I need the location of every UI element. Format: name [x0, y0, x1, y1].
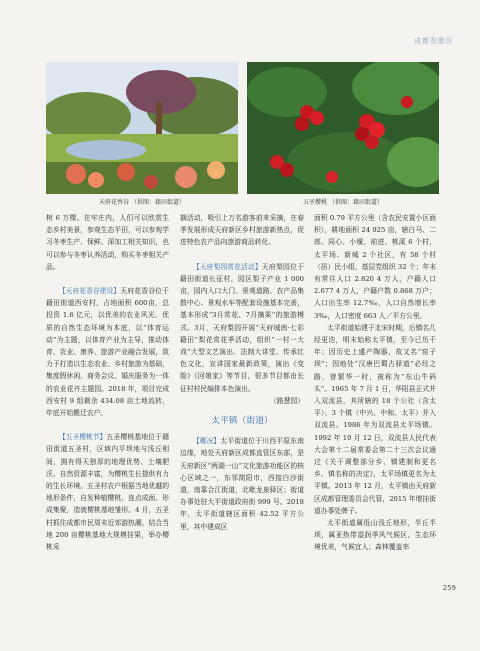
paragraph: 【概况】太平街道位于川西平原东南边缘，地处天府新区成都直管区东部，是天府新区“两湖一山”文化旅游功能区的核心区域之一，东邻简阳市，西接白沙街道，南靠合江街道，北毗龙泉驿区；街道办事处驻大平街道政府街 999 号。2018 年，太平街道辖区面积 42.52 平方公里，其中建成区 [180, 437, 305, 531]
column-1 [46, 212, 169, 553]
author-signature: （路慧园） [270, 396, 304, 405]
paragraph: 太平街道属低山浅丘地形，半丘半坝，属亚热带湿润季风气候区，生态环境优美，气候宜人；森林覆盖率 [314, 519, 436, 552]
section-tag: 【概况】 [193, 437, 221, 446]
page-number: 259 [442, 584, 456, 592]
paragraph: 【五圣樱桃节】五圣樱桃基地位于籍田街道五圣村，区域内平坝地与浅丘相间，拥有得天独厚的地理优势、土壤肥沃、自然资源丰富，为樱桃生长提供有力的生长环境。五圣村农户根据当地优越的地形条件，自发种植樱桃，连点成面、形成集聚，造就樱桃基地雏形。4 月，五圣村抓住成都市民周末近郊游热潮，结合当地 200 亩樱桃基地大规模挂果，举办樱桃采 [46, 433, 170, 552]
paragraph: 【天府花香谷建设】天府花香谷位于籍田街道西安村，占地面积 600亩，总投资 1.6 亿元，以优美的农业风光、优质的自然生态环境为本底，以“体育运动”为主题，以体育产业为主导，推动体育、农业、康养、旅游产业融合发展，致力于打造以生态农业、乡村旅游为基础，集度假休闲、商务会议、婚庆服务为一体的农业花卉主题园。2018 年，项目完成西安村 9 组剩余 434.08 亩土地流转，年底开始搬迁农户。 [46, 287, 170, 418]
section-tag: 【天府花香谷建设】 [59, 287, 121, 296]
paragraph: 太平街道始建于北宋时期，后镇名几经更迭，明末始称太平镇，至今已历千年；因历史上盛产陶器，故又名“窑子坝”；因地处“汉唐巴蜀古驿道”必经之路，曾繁华一时，被称为“东山牛码头”。1965 年 7 月 1 日，华阳县正式并入双流县，其所辖的 18 个公社（含太平）、3 个镇（中兴、中和、太平）并入双流县。1986 年为双流县太平场镇。1992 年 10 月 12 日，双流县人民代表大会第十二届常委会第二十三次会议通过《关于调整部分乡、镇建制和更名乡、镇名称的决定》，太平场镇更名为太平镇。2013 年 12 月，太平镇由天府新区成都管理委员会代管，2015 年增挂街道办事处牌子。 [314, 323, 436, 515]
garden-photo [46, 62, 238, 194]
column-3 [314, 212, 436, 554]
paragraph: 【天府梨园赏花活动】天府梨园位于籍田街道长征村，园区梨子产业 1 000 亩，园内入口大门、景观道路、农产品集散中心、景观水车等配套设施基本完善，基本形成“3月赏花、7月摘果”的旅游模式。3月，天府梨园开展“天府城南·七彩籍田”梨花赏花季活动，组织“一村一大戏”大型文艺演出、法制大讲堂、传承红色文化，宣讲国家最新政策，演出《变脸》《回娘家》等节目，很多节目都由长征村村民编排本色演出。 [180, 262, 305, 393]
paragraph: 摘活动，吸引上万名游客前来采摘，在春季发展形成天府新区乡村旅游新热点，促进特色农产品向旅游商品转化。 [180, 214, 304, 247]
paragraph: 面积 0.79 平方公里（含农民安置小区面积），耕地面积 24 925 亩，辖白马、二郎、同心、小堰、前进、桃溪 6 个村，太平场、新城 2 个社区，有 58 个村（居）民小组，基层党组织 32 个；年末有常住人口 2.820 4 万人，户籍人口 2.677 4 万人，户籍户数 0.868 万户；人口出生率 12.7‰，人口自然增长率 3‰，人口密度 663 人／平方公里。 [314, 214, 436, 320]
cherry-photo [247, 62, 439, 194]
section-tag: 【五圣樱桃节】 [59, 433, 107, 442]
paragraph: 树 6 万棵。在牢庄内，人们可以欣赏生态乡村美景，参观生态平田，可以参观学习冬枣生产、保鲜、深加工相关知识，也可以参与冬枣认养活动，购买冬枣相关产品。 [46, 214, 169, 271]
left-photo-caption: 天府花香谷 （供图：籍田街道） [99, 199, 185, 206]
section-heading: 太平镇（街道） [211, 416, 273, 427]
right-photo-caption: 五圣樱桃 （供图：籍田街道） [303, 199, 383, 206]
running-header: 成都览胜区 [414, 37, 454, 45]
column-2 [180, 212, 304, 533]
section-tag: 【天府梨园赏花活动】 [193, 262, 262, 271]
